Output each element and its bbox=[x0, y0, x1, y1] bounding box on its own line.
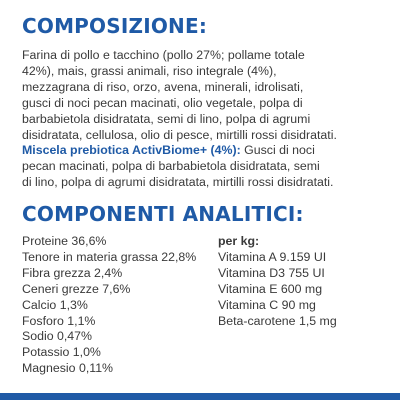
prebiotic-line: di lino, polpa di agrumi disidratata, mirtilli rossi disidratati. bbox=[22, 175, 334, 190]
composition-line: 42%), mais, grassi animali, riso integrale (4%), bbox=[22, 63, 277, 78]
vitamin-list bbox=[218, 234, 337, 329]
prebiotic-text: Gusci di noci bbox=[240, 143, 315, 158]
prebiotic-label: Miscela prebiotica ActivBiome+ (4%): bbox=[22, 143, 241, 158]
composition-line: mezzagrana di riso, orzo, avena, minerali, idrolisati, bbox=[22, 79, 304, 94]
analytical-list bbox=[22, 234, 196, 377]
composition-text bbox=[22, 48, 394, 191]
vitamin-item: Vitamina C 90 mg bbox=[218, 297, 316, 312]
vitamin-item: Beta-carotene 1,5 mg bbox=[218, 313, 337, 328]
composition-line: gusci di noci pecan macinati, olio vegetale, polpa di bbox=[22, 95, 303, 110]
vitamin-item: Vitamina E 600 mg bbox=[218, 281, 323, 296]
bottom-bar bbox=[0, 393, 400, 400]
analytical-item: Sodio 0,47% bbox=[22, 329, 93, 344]
analytical-item: Calcio 1,3% bbox=[22, 297, 88, 312]
prebiotic-line bbox=[22, 143, 394, 159]
analytical-item: Fibra grezza 2,4% bbox=[22, 265, 123, 280]
analytical-item: Proteine 36,6% bbox=[22, 234, 107, 248]
analytical-item: Ceneri grezze 7,6% bbox=[22, 281, 131, 296]
analytical-item: Magnesio 0,11% bbox=[22, 361, 114, 376]
vitamin-item: Vitamina A 9.159 UI bbox=[218, 249, 327, 264]
prebiotic-line: pecan macinati, polpa di barbabietola disidratata, semi bbox=[22, 159, 320, 174]
composition-heading: COMPOSIZIONE: bbox=[22, 14, 208, 38]
composition-line: Farina di pollo e tacchino (pollo 27%; pollame totale bbox=[22, 48, 305, 62]
analytical-heading: COMPONENTI ANALITICI: bbox=[22, 202, 304, 226]
vitamin-item: Vitamina D3 755 UI bbox=[218, 265, 325, 280]
analytical-item: Potassio 1,0% bbox=[22, 345, 101, 360]
analytical-item: Tenore in materia grassa 22,8% bbox=[22, 249, 197, 264]
composition-line: disidratata, cellulosa, olio di pesce, mirtilli rossi disidratati. bbox=[22, 127, 337, 142]
analytical-item: Fosforo 1,1% bbox=[22, 313, 96, 328]
composition-line: barbabietola disidratata, semi di lino, polpa di agrumi bbox=[22, 111, 311, 126]
per-kg-label: per kg: bbox=[218, 234, 260, 248]
